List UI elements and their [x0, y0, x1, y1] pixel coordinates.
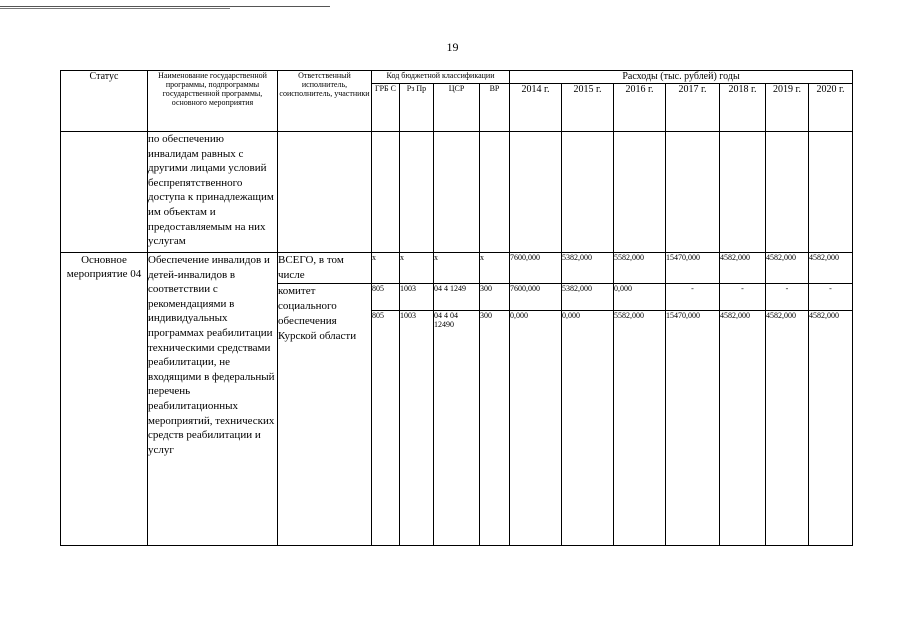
- measure-name: Обеспечение инвалидов и детей-инвалидов в соответствии с рекомендациями в индивидуальных программах реабилитации техническими средствами реабилитации, не входящими в федеральный перечень реабилитационных мероприятий, технических средств реабилитации и услуг: [148, 253, 278, 546]
- header-year: 2017 г.: [666, 84, 720, 132]
- empty-cell: [614, 132, 666, 253]
- header-year: 2014 г.: [510, 84, 562, 132]
- value-cell: -: [809, 284, 853, 311]
- csr-cell: 04 4 04 12490: [434, 311, 480, 546]
- total-label: ВСЕГО, в том числе: [278, 253, 372, 284]
- value-cell: -: [666, 284, 720, 311]
- empty-cell: [278, 132, 372, 253]
- value-cell: 4582,000: [766, 253, 809, 284]
- header-year: 2016 г.: [614, 84, 666, 132]
- empty-cell: [372, 132, 400, 253]
- measure-status: Основное мероприятие 04: [61, 253, 148, 546]
- csr-cell: х: [434, 253, 480, 284]
- value-cell: 15470,000: [666, 253, 720, 284]
- rzpr-cell: х: [400, 253, 434, 284]
- header-executor: Ответственный исполнитель, соисполнитель, участники: [278, 71, 372, 132]
- value-cell: 5382,000: [562, 284, 614, 311]
- value-cell: 4582,000: [809, 311, 853, 546]
- vr-cell: х: [480, 253, 510, 284]
- header-csr: ЦСР: [434, 84, 480, 132]
- empty-cell: [666, 132, 720, 253]
- value-cell: 4582,000: [809, 253, 853, 284]
- header-name: Наименование государственной программы, подпрограммы государственной программы, основного мероприятия: [148, 71, 278, 132]
- grbs-cell: 805: [372, 311, 400, 546]
- value-cell: 5582,000: [614, 311, 666, 546]
- value-cell: 4582,000: [766, 311, 809, 546]
- value-cell: 4582,000: [720, 253, 766, 284]
- empty-cell: [480, 132, 510, 253]
- header-year: 2015 г.: [562, 84, 614, 132]
- header-status: Статус: [61, 71, 148, 132]
- budget-table: [60, 70, 853, 546]
- value-cell: 0,000: [614, 284, 666, 311]
- rzpr-cell: 1003: [400, 284, 434, 311]
- value-cell: 7600,000: [510, 284, 562, 311]
- value-cell: 15470,000: [666, 311, 720, 546]
- csr-cell: 04 4 1249: [434, 284, 480, 311]
- header-grbs: ГРБ С: [372, 84, 400, 132]
- empty-cell: [434, 132, 480, 253]
- value-cell: 0,000: [562, 311, 614, 546]
- vr-cell: 300: [480, 311, 510, 546]
- page-number: 19: [446, 40, 459, 54]
- rzpr-cell: 1003: [400, 311, 434, 546]
- continuation-row: [61, 132, 853, 253]
- value-cell: 4582,000: [720, 311, 766, 546]
- measure-executor: комитет социального обеспечения Курской области: [278, 284, 372, 546]
- header-expenses: Расходы (тыс. рублей) годы: [510, 71, 853, 84]
- grbs-cell: 805: [372, 284, 400, 311]
- value-cell: -: [720, 284, 766, 311]
- header-row: [61, 71, 853, 84]
- empty-cell: [61, 132, 148, 253]
- scan-artifact-line: [0, 8, 230, 9]
- empty-cell: [766, 132, 809, 253]
- header-year: 2018 г.: [720, 84, 766, 132]
- header-vr: ВР: [480, 84, 510, 132]
- empty-cell: [562, 132, 614, 253]
- value-cell: -: [766, 284, 809, 311]
- value-cell: 7600,000: [510, 253, 562, 284]
- vr-cell: 300: [480, 284, 510, 311]
- value-cell: 5382,000: [562, 253, 614, 284]
- value-cell: 5582,000: [614, 253, 666, 284]
- table-row-total: [61, 253, 853, 284]
- empty-cell: [400, 132, 434, 253]
- scan-artifact-line: [0, 6, 330, 7]
- empty-cell: [809, 132, 853, 253]
- empty-cell: [720, 132, 766, 253]
- header-rzpr: Рз Пр: [400, 84, 434, 132]
- continuation-name: по обеспечению инвалидам равных с другими лицами условий беспрепятственного доступа к принадлежащим им объектам и предоставляемым на них услугам: [148, 132, 278, 253]
- value-cell: 0,000: [510, 311, 562, 546]
- grbs-cell: х: [372, 253, 400, 284]
- empty-cell: [510, 132, 562, 253]
- header-budget-code: Код бюджетной классификации: [372, 71, 510, 84]
- header-year: 2019 г.: [766, 84, 809, 132]
- header-year: 2020 г.: [809, 84, 853, 132]
